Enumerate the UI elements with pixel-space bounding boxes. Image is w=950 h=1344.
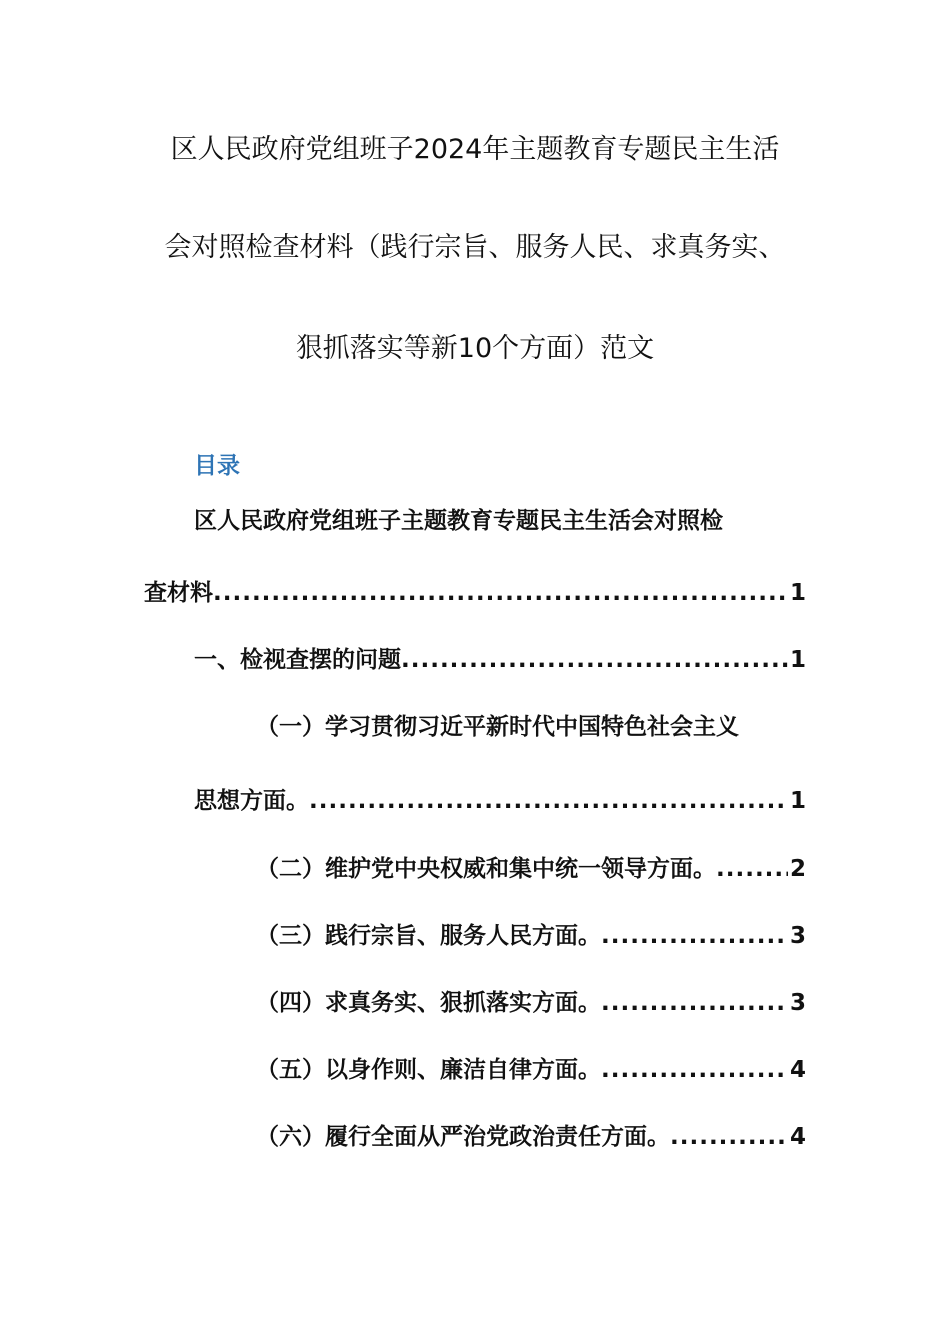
toc-entry-4-label: （二）维护党中央权威和集中统一领导方面。 bbox=[256, 856, 716, 882]
toc-entry-2-label: 一、检视查摆的问题 bbox=[194, 647, 401, 673]
toc-entry-1-page: 1 bbox=[789, 580, 806, 606]
toc-entry-7-label: （五）以身作则、廉洁自律方面。 bbox=[256, 1057, 601, 1083]
toc-entry-4[interactable] bbox=[256, 854, 806, 884]
toc-entry-1-label: 查材料 bbox=[144, 580, 213, 606]
toc-entry-3-label: 思想方面。 bbox=[194, 788, 309, 814]
toc-entry-6-page: 3 bbox=[789, 990, 806, 1016]
toc-leader-dots bbox=[601, 921, 788, 951]
toc-entry-8-page: 4 bbox=[789, 1124, 806, 1150]
toc-entry-6-label: （四）求真务实、狠抓落实方面。 bbox=[256, 990, 601, 1016]
toc-entry-7[interactable] bbox=[256, 1055, 806, 1085]
toc-entry-5-label: （三）践行宗旨、服务人民方面。 bbox=[256, 923, 601, 949]
toc-leader-dots bbox=[309, 786, 788, 816]
toc-entry-1-line-1[interactable]: 区人民政府党组班子主题教育专题民主生活会对照检 bbox=[194, 508, 723, 534]
toc-heading: 目录 bbox=[194, 453, 240, 479]
title-line-2: 会对照检查材料（践行宗旨、服务人民、求真务实、 bbox=[164, 232, 786, 263]
toc-leader-dots bbox=[401, 645, 788, 675]
toc-leader-dots bbox=[601, 988, 788, 1018]
toc-leader-dots bbox=[670, 1122, 788, 1152]
title-line-1: 区人民政府党组班子2024年主题教育专题民主生活 bbox=[170, 134, 780, 165]
toc-entry-2-page: 1 bbox=[789, 647, 806, 673]
toc-entry-2[interactable] bbox=[194, 645, 806, 675]
toc-entry-3-page: 1 bbox=[789, 788, 806, 814]
toc-entry-8-label: （六）履行全面从严治党政治责任方面。 bbox=[256, 1124, 670, 1150]
toc-entry-3-line-1[interactable]: （一）学习贯彻习近平新时代中国特色社会主义 bbox=[256, 714, 739, 740]
toc-entry-7-page: 4 bbox=[789, 1057, 806, 1083]
toc-entry-3[interactable] bbox=[194, 786, 806, 816]
toc-entry-5[interactable] bbox=[256, 921, 806, 951]
toc-entry-8[interactable] bbox=[256, 1122, 806, 1152]
toc-leader-dots bbox=[213, 578, 788, 608]
toc-leader-dots bbox=[601, 1055, 788, 1085]
title-line-3: 狠抓落实等新10个方面）范文 bbox=[295, 333, 655, 364]
toc-entry-6[interactable] bbox=[256, 988, 806, 1018]
toc-entry-1[interactable] bbox=[144, 578, 806, 608]
toc-entry-5-page: 3 bbox=[789, 923, 806, 949]
toc-entry-4-page: 2 bbox=[789, 856, 806, 882]
toc-leader-dots bbox=[716, 854, 788, 884]
